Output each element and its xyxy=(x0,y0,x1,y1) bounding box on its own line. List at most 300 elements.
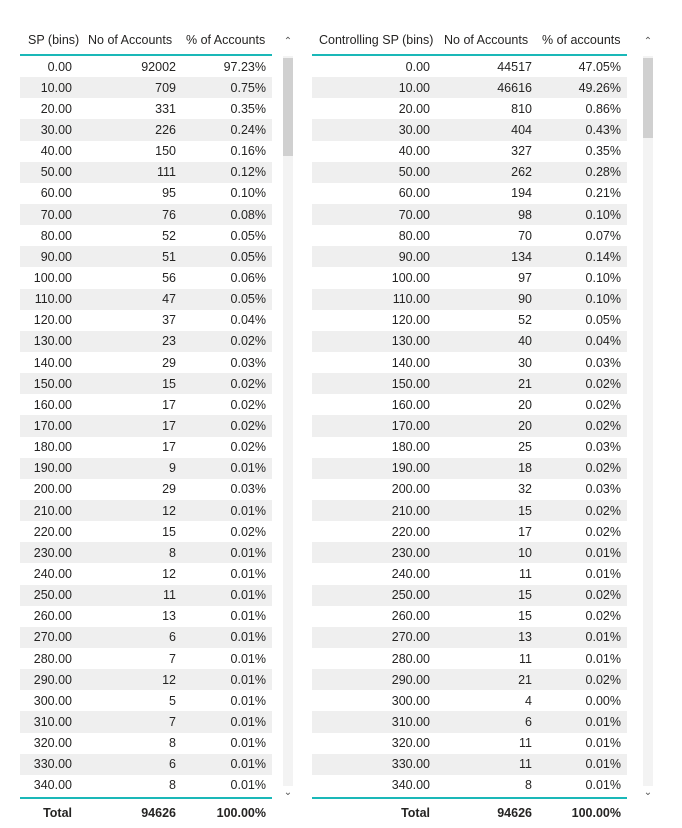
table-row[interactable] xyxy=(312,690,627,711)
cell-percent: 0.01% xyxy=(585,757,621,772)
table-row[interactable] xyxy=(20,98,272,119)
table-row[interactable] xyxy=(20,500,272,521)
cell-percent: 0.04% xyxy=(230,313,266,328)
cell-accounts: 44517 xyxy=(497,59,532,74)
column-header-sp-bins[interactable]: SP (bins) xyxy=(28,33,80,47)
cell-accounts: 95 xyxy=(162,186,176,201)
table-row[interactable] xyxy=(312,267,627,288)
cell-accounts: 13 xyxy=(518,630,532,645)
cell-bin: 110.00 xyxy=(34,292,72,307)
cell-bin: 290.00 xyxy=(33,672,72,687)
cell-bin: 50.00 xyxy=(398,165,430,180)
cell-bin: 210.00 xyxy=(391,503,430,518)
table-row[interactable] xyxy=(20,415,272,436)
cell-accounts: 6 xyxy=(525,714,532,729)
table-row[interactable] xyxy=(20,119,272,140)
cell-accounts: 226 xyxy=(155,122,176,137)
table-row[interactable] xyxy=(312,352,627,373)
cell-bin: 300.00 xyxy=(391,693,430,708)
total-label: Total xyxy=(401,806,430,820)
chevron-down-icon[interactable]: ⌄ xyxy=(643,787,653,798)
table-row[interactable] xyxy=(312,77,627,98)
cell-bin: 170.00 xyxy=(391,418,430,433)
cell-accounts: 76 xyxy=(162,207,176,222)
cell-bin: 130.00 xyxy=(33,334,72,349)
cell-bin: 270.00 xyxy=(33,630,72,645)
table-row[interactable] xyxy=(20,733,272,754)
table-row[interactable] xyxy=(312,310,627,331)
cell-bin: 60.00 xyxy=(40,186,72,201)
cell-bin: 20.00 xyxy=(40,101,72,116)
cell-bin: 140.00 xyxy=(391,355,430,370)
cell-percent: 0.02% xyxy=(230,524,266,539)
cell-percent: 0.01% xyxy=(585,630,621,645)
table-row[interactable] xyxy=(312,669,627,690)
cell-bin: 240.00 xyxy=(391,566,430,581)
cell-accounts: 17 xyxy=(162,397,176,412)
cell-accounts: 4 xyxy=(525,693,532,708)
cell-bin: 230.00 xyxy=(391,545,430,560)
cell-bin: 40.00 xyxy=(40,144,72,159)
cell-bin: 330.00 xyxy=(391,757,430,772)
table-row[interactable] xyxy=(312,56,627,77)
cell-accounts: 6 xyxy=(169,757,176,772)
cell-bin: 170.00 xyxy=(33,418,72,433)
cell-accounts: 8 xyxy=(525,778,532,793)
cell-accounts: 17 xyxy=(518,524,532,539)
cell-percent: 0.05% xyxy=(230,292,266,307)
cell-accounts: 12 xyxy=(162,503,176,518)
right-scrollbar-track[interactable] xyxy=(643,56,653,786)
cell-accounts: 23 xyxy=(162,334,176,349)
table-row[interactable] xyxy=(312,141,627,162)
cell-percent: 0.02% xyxy=(230,376,266,391)
cell-percent: 0.03% xyxy=(230,355,266,370)
table-row[interactable] xyxy=(312,394,627,415)
cell-percent: 0.01% xyxy=(230,503,266,518)
cell-bin: 260.00 xyxy=(33,609,72,624)
cell-percent: 0.28% xyxy=(585,165,621,180)
cell-percent: 0.01% xyxy=(230,714,266,729)
table-row[interactable] xyxy=(312,606,627,627)
table-row[interactable] xyxy=(20,711,272,732)
cell-bin: 30.00 xyxy=(40,122,72,137)
cell-accounts: 331 xyxy=(155,101,176,116)
table-row[interactable] xyxy=(312,289,627,310)
cell-bin: 220.00 xyxy=(391,524,430,539)
right-table xyxy=(312,0,662,828)
cell-percent: 0.01% xyxy=(230,736,266,751)
cell-percent: 0.01% xyxy=(230,630,266,645)
cell-percent: 0.12% xyxy=(230,165,266,180)
table-row[interactable] xyxy=(312,373,627,394)
cell-accounts: 51 xyxy=(162,249,176,264)
cell-percent: 0.07% xyxy=(585,228,621,243)
cell-percent: 97.23% xyxy=(223,59,266,74)
cell-bin: 280.00 xyxy=(391,651,430,666)
cell-percent: 0.01% xyxy=(230,757,266,772)
cell-percent: 0.01% xyxy=(230,566,266,581)
table-row[interactable] xyxy=(312,246,627,267)
cell-accounts: 11 xyxy=(163,588,176,603)
cell-accounts: 15 xyxy=(162,376,176,391)
cell-percent: 0.05% xyxy=(230,228,266,243)
cell-percent: 0.01% xyxy=(230,461,266,476)
cell-percent: 0.10% xyxy=(585,207,621,222)
left-scrollbar-thumb[interactable] xyxy=(283,58,293,156)
cell-percent: 0.21% xyxy=(585,186,621,201)
table-row[interactable] xyxy=(312,119,627,140)
cell-percent: 0.01% xyxy=(230,651,266,666)
cell-percent: 0.01% xyxy=(585,651,621,666)
cell-accounts: 46616 xyxy=(497,80,532,95)
table-row[interactable] xyxy=(20,458,272,479)
cell-bin: 160.00 xyxy=(391,397,430,412)
cell-percent: 0.14% xyxy=(585,249,621,264)
table-row[interactable] xyxy=(20,225,272,246)
table-row[interactable] xyxy=(20,606,272,627)
table-row[interactable] xyxy=(312,648,627,669)
left-table-header xyxy=(20,26,272,56)
cell-percent: 0.75% xyxy=(230,80,266,95)
cell-accounts: 327 xyxy=(511,144,532,159)
cell-percent: 0.02% xyxy=(230,334,266,349)
cell-accounts: 12 xyxy=(162,566,176,581)
cell-bin: 100.00 xyxy=(391,270,430,285)
table-row[interactable] xyxy=(312,437,627,458)
cell-accounts: 98 xyxy=(518,207,532,222)
cell-accounts: 709 xyxy=(155,80,176,95)
table-row[interactable] xyxy=(312,521,627,542)
cell-percent: 0.02% xyxy=(585,524,621,539)
cell-percent: 0.03% xyxy=(585,440,621,455)
cell-accounts: 92002 xyxy=(141,59,176,74)
cell-accounts: 37 xyxy=(162,313,176,328)
table-row[interactable] xyxy=(20,204,272,225)
cell-bin: 280.00 xyxy=(33,651,72,666)
cell-bin: 330.00 xyxy=(33,757,72,772)
right-table-body xyxy=(312,56,627,796)
cell-percent: 0.05% xyxy=(585,313,621,328)
cell-percent: 0.01% xyxy=(230,588,266,603)
cell-bin: 230.00 xyxy=(33,545,72,560)
cell-accounts: 15 xyxy=(518,609,532,624)
cell-accounts: 111 xyxy=(156,165,176,180)
cell-percent: 0.02% xyxy=(585,397,621,412)
table-row[interactable] xyxy=(20,669,272,690)
cell-bin: 220.00 xyxy=(33,524,72,539)
cell-bin: 120.00 xyxy=(33,313,72,328)
cell-accounts: 8 xyxy=(169,736,176,751)
cell-accounts: 20 xyxy=(518,418,532,433)
cell-accounts: 21 xyxy=(518,672,532,687)
column-header-pct-of-accounts[interactable]: % of Accounts xyxy=(186,33,266,47)
cell-accounts: 32 xyxy=(518,482,532,497)
cell-percent: 0.02% xyxy=(585,461,621,476)
cell-accounts: 6 xyxy=(169,630,176,645)
cell-accounts: 11 xyxy=(519,566,532,581)
table-row[interactable] xyxy=(312,331,627,352)
table-row[interactable] xyxy=(312,775,627,796)
column-header-controlling-sp-bins[interactable]: Controlling SP (bins) xyxy=(319,33,434,47)
table-row[interactable] xyxy=(20,373,272,394)
cell-accounts: 40 xyxy=(518,334,532,349)
cell-accounts: 15 xyxy=(518,588,532,603)
cell-percent: 0.01% xyxy=(585,566,621,581)
cell-bin: 180.00 xyxy=(33,440,72,455)
column-header-pct-of-accounts[interactable]: % of accounts xyxy=(542,33,621,47)
cell-percent: 0.01% xyxy=(230,778,266,793)
cell-accounts: 12 xyxy=(162,672,176,687)
table-row[interactable] xyxy=(20,141,272,162)
cell-accounts: 9 xyxy=(169,461,176,476)
left-table xyxy=(20,0,293,828)
cell-bin: 200.00 xyxy=(33,482,72,497)
table-row[interactable] xyxy=(312,225,627,246)
cell-accounts: 810 xyxy=(511,101,532,116)
table-row[interactable] xyxy=(312,162,627,183)
column-header-no-of-accounts[interactable]: No of Accounts xyxy=(444,33,529,47)
cell-percent: 0.02% xyxy=(585,609,621,624)
cell-accounts: 8 xyxy=(169,545,176,560)
table-row[interactable] xyxy=(20,56,272,77)
cell-accounts: 25 xyxy=(518,440,532,455)
table-row[interactable] xyxy=(20,331,272,352)
cell-accounts: 52 xyxy=(162,228,176,243)
left-scrollbar-track[interactable] xyxy=(283,56,293,786)
table-row[interactable] xyxy=(20,754,272,775)
cell-percent: 0.02% xyxy=(230,440,266,455)
cell-bin: 70.00 xyxy=(40,207,72,222)
cell-percent: 0.06% xyxy=(230,270,266,285)
cell-percent: 0.35% xyxy=(585,144,621,159)
cell-accounts: 70 xyxy=(518,228,532,243)
table-row[interactable] xyxy=(20,521,272,542)
chevron-down-icon[interactable]: ⌄ xyxy=(283,787,293,798)
cell-percent: 0.08% xyxy=(230,207,266,222)
table-row[interactable] xyxy=(312,711,627,732)
cell-bin: 320.00 xyxy=(33,736,72,751)
table-row[interactable] xyxy=(20,162,272,183)
cell-accounts: 7 xyxy=(169,714,176,729)
cell-bin: 130.00 xyxy=(391,334,430,349)
cell-percent: 0.43% xyxy=(585,122,621,137)
cell-accounts: 30 xyxy=(518,355,532,370)
left-table-body xyxy=(20,56,272,796)
cell-bin: 20.00 xyxy=(398,101,430,116)
table-row[interactable] xyxy=(20,563,272,584)
table-row[interactable] xyxy=(312,542,627,563)
cell-bin: 150.00 xyxy=(33,376,72,391)
table-row[interactable] xyxy=(20,775,272,796)
cell-bin: 310.00 xyxy=(33,714,72,729)
table-row[interactable] xyxy=(20,310,272,331)
cell-percent: 0.01% xyxy=(230,693,266,708)
left-total-row xyxy=(20,797,272,827)
cell-accounts: 404 xyxy=(511,122,532,137)
cell-bin: 290.00 xyxy=(391,672,430,687)
total-label: Total xyxy=(43,806,72,820)
cell-bin: 160.00 xyxy=(33,397,72,412)
table-row[interactable] xyxy=(312,458,627,479)
cell-percent: 0.10% xyxy=(585,292,621,307)
cell-bin: 310.00 xyxy=(391,714,430,729)
table-row[interactable] xyxy=(312,733,627,754)
cell-accounts: 11 xyxy=(519,736,532,751)
table-row[interactable] xyxy=(20,246,272,267)
cell-accounts: 20 xyxy=(518,397,532,412)
cell-bin: 80.00 xyxy=(398,228,430,243)
cell-bin: 240.00 xyxy=(33,566,72,581)
cell-bin: 210.00 xyxy=(33,503,72,518)
cell-accounts: 194 xyxy=(511,186,532,201)
cell-bin: 60.00 xyxy=(398,186,430,201)
table-row[interactable] xyxy=(20,627,272,648)
cell-percent: 0.35% xyxy=(230,101,266,116)
cell-percent: 0.02% xyxy=(585,588,621,603)
table-row[interactable] xyxy=(20,690,272,711)
cell-bin: 200.00 xyxy=(391,482,430,497)
cell-accounts: 15 xyxy=(162,524,176,539)
cell-accounts: 47 xyxy=(162,292,176,307)
table-row[interactable] xyxy=(312,183,627,204)
cell-bin: 70.00 xyxy=(398,207,430,222)
table-row[interactable] xyxy=(20,585,272,606)
total-percent: 100.00% xyxy=(216,806,266,820)
cell-accounts: 15 xyxy=(518,503,532,518)
cell-bin: 260.00 xyxy=(391,609,430,624)
cell-percent: 0.02% xyxy=(230,418,266,433)
cell-percent: 47.05% xyxy=(578,59,621,74)
cell-bin: 80.00 xyxy=(40,228,72,243)
cell-percent: 0.03% xyxy=(585,355,621,370)
cell-bin: 120.00 xyxy=(391,313,430,328)
cell-percent: 0.24% xyxy=(230,122,266,137)
cell-percent: 0.01% xyxy=(230,609,266,624)
cell-accounts: 29 xyxy=(162,482,176,497)
right-scrollbar-thumb[interactable] xyxy=(643,58,653,138)
table-row[interactable] xyxy=(312,415,627,436)
table-row[interactable] xyxy=(20,437,272,458)
cell-bin: 30.00 xyxy=(398,122,430,137)
table-row[interactable] xyxy=(312,585,627,606)
table-row[interactable] xyxy=(20,352,272,373)
table-row[interactable] xyxy=(312,754,627,775)
cell-percent: 0.01% xyxy=(585,736,621,751)
table-row[interactable] xyxy=(312,563,627,584)
cell-accounts: 11 xyxy=(519,757,532,772)
cell-bin: 90.00 xyxy=(40,249,72,264)
cell-bin: 300.00 xyxy=(33,693,72,708)
cell-bin: 10.00 xyxy=(398,80,430,95)
cell-percent: 0.02% xyxy=(585,418,621,433)
cell-percent: 0.01% xyxy=(230,545,266,560)
cell-accounts: 7 xyxy=(169,651,176,666)
cell-accounts: 90 xyxy=(518,292,532,307)
cell-bin: 0.00 xyxy=(405,59,430,74)
table-row[interactable] xyxy=(20,267,272,288)
cell-bin: 250.00 xyxy=(33,588,72,603)
total-accounts: 94626 xyxy=(497,806,532,820)
cell-accounts: 10 xyxy=(518,545,532,560)
table-row[interactable] xyxy=(312,479,627,500)
cell-accounts: 52 xyxy=(518,313,532,328)
cell-accounts: 17 xyxy=(162,418,176,433)
table-row[interactable] xyxy=(312,627,627,648)
cell-percent: 0.03% xyxy=(585,482,621,497)
total-accounts: 94626 xyxy=(141,806,176,820)
cell-percent: 0.86% xyxy=(585,101,621,116)
cell-bin: 270.00 xyxy=(391,630,430,645)
chevron-up-icon[interactable]: ⌃ xyxy=(283,36,293,47)
cell-bin: 340.00 xyxy=(391,778,430,793)
table-row[interactable] xyxy=(312,204,627,225)
chevron-up-icon[interactable]: ⌃ xyxy=(643,36,653,47)
cell-bin: 150.00 xyxy=(391,376,430,391)
cell-percent: 49.26% xyxy=(578,80,621,95)
column-header-no-of-accounts[interactable]: No of Accounts xyxy=(88,33,173,47)
cell-percent: 0.04% xyxy=(585,334,621,349)
cell-accounts: 262 xyxy=(511,165,532,180)
cell-bin: 140.00 xyxy=(33,355,72,370)
table-row[interactable] xyxy=(20,289,272,310)
cell-accounts: 97 xyxy=(518,270,532,285)
table-row[interactable] xyxy=(312,500,627,521)
cell-accounts: 18 xyxy=(518,461,532,476)
cell-percent: 0.10% xyxy=(585,270,621,285)
total-percent: 100.00% xyxy=(571,806,621,820)
cell-percent: 0.02% xyxy=(585,503,621,518)
cell-bin: 10.00 xyxy=(40,80,72,95)
cell-bin: 320.00 xyxy=(391,736,430,751)
cell-accounts: 11 xyxy=(519,651,532,666)
cell-percent: 0.05% xyxy=(230,249,266,264)
right-total-row xyxy=(312,797,627,827)
cell-accounts: 29 xyxy=(162,355,176,370)
cell-percent: 0.01% xyxy=(230,672,266,687)
cell-percent: 0.03% xyxy=(230,482,266,497)
cell-accounts: 56 xyxy=(162,270,176,285)
cell-bin: 180.00 xyxy=(391,440,430,455)
cell-accounts: 13 xyxy=(162,609,176,624)
cell-bin: 0.00 xyxy=(47,59,72,74)
cell-accounts: 17 xyxy=(162,440,176,455)
table-row[interactable] xyxy=(312,98,627,119)
cell-bin: 90.00 xyxy=(398,249,430,264)
table-row[interactable] xyxy=(20,394,272,415)
cell-percent: 0.01% xyxy=(585,778,621,793)
table-row[interactable] xyxy=(20,479,272,500)
cell-bin: 190.00 xyxy=(391,461,430,476)
table-row[interactable] xyxy=(20,183,272,204)
table-row[interactable] xyxy=(20,77,272,98)
cell-bin: 50.00 xyxy=(40,165,72,180)
cell-percent: 0.00% xyxy=(585,693,621,708)
cell-bin: 250.00 xyxy=(391,588,430,603)
cell-bin: 100.00 xyxy=(33,270,72,285)
cell-percent: 0.01% xyxy=(585,714,621,729)
cell-accounts: 5 xyxy=(169,693,176,708)
table-row[interactable] xyxy=(20,542,272,563)
cell-accounts: 150 xyxy=(155,144,176,159)
right-table-header xyxy=(312,26,627,56)
cell-bin: 40.00 xyxy=(398,144,430,159)
cell-percent: 0.02% xyxy=(585,376,621,391)
cell-percent: 0.02% xyxy=(585,672,621,687)
cell-bin: 190.00 xyxy=(33,461,72,476)
cell-accounts: 21 xyxy=(518,376,532,391)
table-row[interactable] xyxy=(20,648,272,669)
